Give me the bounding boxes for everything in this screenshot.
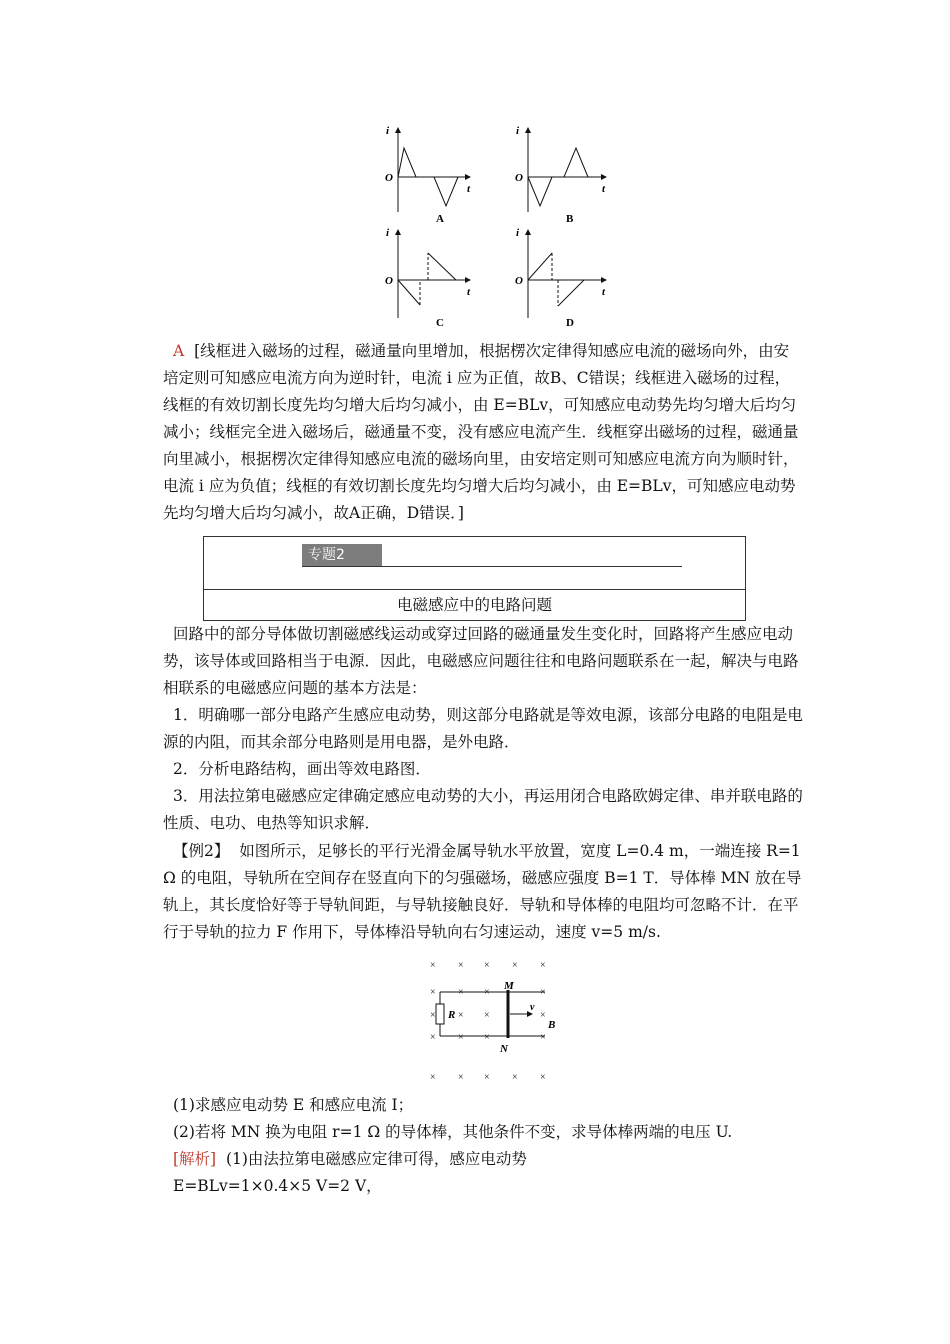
label-m: M — [504, 980, 514, 992]
analysis-line-2: E=BLv=1×0.4×5 V=2 V， — [173, 1177, 382, 1195]
graph-a-label: A — [436, 213, 444, 225]
circuit-diagram — [420, 952, 570, 1088]
graph-a — [385, 125, 471, 225]
svg-text:×: × — [484, 960, 490, 971]
svg-text:×: × — [458, 1072, 464, 1083]
analysis-text-1: (1)由法拉第电磁感应定律可得，感应电动势 — [225, 1150, 527, 1168]
graph-b — [515, 125, 606, 225]
step-3: 3．用法拉第电磁感应定律确定感应电动势的大小，再运用闭合电路欧姆定律、串并联电路的性质、电功、电热等知识求解． — [163, 787, 803, 832]
answer-explanation — [163, 338, 803, 527]
step-1: 1．明确哪一部分电路产生感应电动势，则这部分电路就是等效电源，该部分电路的电阻是电源的内阻，而其余部分电路则是用电器，是外电路． — [163, 706, 803, 751]
graph-b-axis-t: t — [602, 183, 606, 195]
svg-text:×: × — [512, 1072, 518, 1083]
label-n: N — [500, 1043, 508, 1055]
example-label: 【例2】 — [173, 842, 230, 860]
graph-d-origin: O — [515, 275, 523, 287]
graph-c-axis-i: i — [386, 227, 390, 239]
svg-text:×: × — [458, 987, 464, 998]
label-v: v — [530, 1002, 535, 1013]
graph-c-origin: O — [385, 275, 393, 287]
graph-a-axis-i: i — [386, 125, 390, 137]
svg-text:×: × — [430, 1072, 436, 1083]
intro-paragraph: 回路中的部分导体做切割磁感线运动或穿过回路的磁通量发生变化时，回路将产生感应电动势，该导体或回路相当于电源．因此，电磁感应问题往往和电路问题联系在一起，解决与电路相联系的电磁感应问题的基本方法是： — [163, 625, 799, 697]
answer-text: [线框进入磁场的过程，磁通量向里增加，根据楞次定律得知感应电流的磁场向外，由安培定则可知感应电流方向为逆时针，电流 i 应为正值，故B、C错误；线框进入磁场的过程，线框的有效切割长度先均匀增大后均匀减小，由 E=BLv，可知感应电动势先均匀增大后均匀减小；线框完全进入磁场后，磁通量不变，没有感应电流产生．线框穿出磁场的过程，磁通量向里减小，根据楞次定律得知感应电流的磁场向里，由安培定则可知感应电流方向为顺时针，电流 i 应为负值；线框的有效切割长度先均匀增大后均匀减小，由 E=BLv，可知感应电动势先均匀增大后均匀减小，故A正确，D错误．] — [163, 342, 799, 522]
graph-c-label: C — [436, 317, 444, 329]
question-2: (2)若将 MN 换为电阻 r=1 Ω 的导体棒，其他条件不变，求导体棒两端的电压 U. — [173, 1123, 733, 1141]
svg-text:×: × — [430, 1010, 436, 1021]
analysis-label: [解析] — [173, 1150, 217, 1168]
topic-box — [203, 536, 746, 621]
question-1: (1)求感应电动势 E 和感应电流 I； — [173, 1096, 414, 1114]
svg-text:×: × — [430, 960, 436, 971]
graph-b-axis-i: i — [516, 125, 520, 137]
graph-d-axis-i: i — [516, 227, 520, 239]
step-2: 2．分析电路结构，画出等效电路图． — [173, 760, 431, 778]
example-paragraph — [163, 838, 803, 946]
svg-text:×: × — [458, 960, 464, 971]
graph-b-origin: O — [515, 172, 523, 184]
label-r: R — [448, 1009, 456, 1021]
svg-text:×: × — [430, 987, 436, 998]
graph-d — [515, 227, 606, 329]
svg-text:×: × — [540, 1032, 546, 1043]
svg-text:×: × — [540, 1010, 546, 1021]
graph-d-axis-t: t — [602, 286, 606, 298]
resistor-symbol — [436, 1004, 444, 1024]
answer-letter: A — [173, 342, 185, 360]
analysis-line-1 — [173, 1146, 813, 1173]
graph-d-label: D — [566, 317, 574, 329]
svg-text:×: × — [484, 1010, 490, 1021]
graph-c — [385, 227, 471, 329]
graph-a-origin: O — [385, 172, 393, 184]
svg-text:×: × — [430, 1032, 436, 1043]
svg-text:×: × — [458, 1032, 464, 1043]
topic-title: 电磁感应中的电路问题 — [396, 596, 552, 614]
magnetic-field-crosses — [430, 960, 546, 1083]
svg-text:×: × — [484, 1032, 490, 1043]
example-text: 如图所示，足够长的平行光滑金属导轨水平放置，宽度 L=0.4 m，一端连接 R=1 Ω 的电阻，导轨所在空间存在竖直向下的匀强磁场，磁感应强度 B=1 T．导体棒 MN 放在导轨上，其长度恰好等于导轨间距，与导轨接触良好．导轨和导体棒的电阻均可忽略不计．在平行于导轨的拉力 F 作用下，导体棒沿导轨向右匀速运动，速度 v=5 m/s. — [163, 842, 802, 941]
svg-text:×: × — [512, 960, 518, 971]
svg-text:×: × — [484, 1072, 490, 1083]
current-graphs — [370, 120, 630, 335]
graph-b-label: B — [566, 213, 574, 225]
svg-text:×: × — [540, 1072, 546, 1083]
label-b: B — [548, 1019, 556, 1031]
topic-underline — [302, 566, 682, 567]
svg-text:×: × — [540, 987, 546, 998]
graph-a-axis-t: t — [467, 183, 471, 195]
svg-text:×: × — [540, 960, 546, 971]
graph-c-axis-t: t — [467, 286, 471, 298]
svg-text:×: × — [484, 987, 490, 998]
svg-text:×: × — [458, 1010, 464, 1021]
topic-tag: 专题2 — [302, 544, 382, 566]
